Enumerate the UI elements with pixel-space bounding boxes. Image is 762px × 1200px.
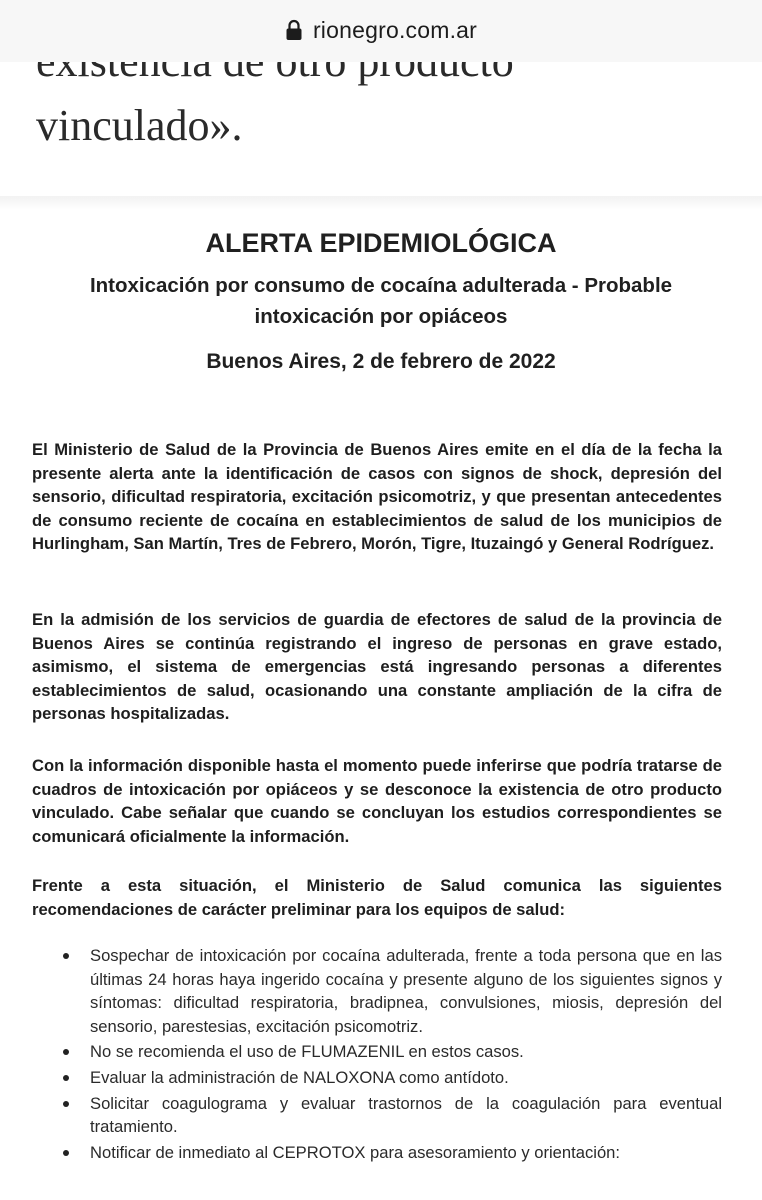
list-item-text: Notificar de inmediato al CEPROTOX para asesoramiento y orientación: (90, 1142, 621, 1162)
alert-paragraph: Frente a esta situación, el Ministerio de Salud comunica las siguientes recomendaciones de carácter preliminar para los equipos de salud: (32, 876, 722, 919)
alert-paragraph: En la admisión de los servicios de guardia de efectores de salud de la provincia de Buenos Aires se continúa registrando el ingreso de personas en grave estado, asimismo, el sistema de emergencias está ingresando personas a diferentes establecimientos de salud, ocasionando una constante ampliación de la cifra de personas hospitalizadas. (32, 610, 722, 724)
bullet-icon (63, 1075, 69, 1081)
alert-paragraph: Con la información disponible hasta el momento puede inferirse que podría tratarse de cuadros de intoxicación por opiáceos y se desconoce la existencia de otro producto vinculado. Cabe señalar que cuando se concluyan los estudios correspondientes se comunicará oficialmente la información. (32, 756, 722, 846)
alert-document-image (0, 210, 762, 1200)
list-item-text: Solicitar coagulograma y evaluar trastornos de la coagulación para eventual tratamiento. (90, 1093, 722, 1137)
list-item (90, 1092, 722, 1139)
list-item (90, 1141, 722, 1165)
recommendations-list (90, 944, 722, 1166)
bullet-icon (63, 953, 69, 959)
image-divider (0, 196, 762, 210)
list-item (90, 1066, 722, 1090)
list-item-text: Sospechar de intoxicación por cocaína adulterada, frente a toda persona que en las últimas 24 horas haya ingerido cocaína y presente alguno de los siguientes signos y síntomas: dificultad respiratoria, bradipnea, convulsiones, miosis, depresión del sensorio, parestesias, excitación psicomotriz. (90, 946, 722, 1036)
article-quote-end: vinculado». (36, 101, 243, 150)
bullet-icon (63, 1101, 69, 1107)
url-container[interactable] (285, 17, 477, 44)
lock-icon (285, 19, 303, 41)
bullet-icon (63, 1150, 69, 1156)
url-text[interactable]: rionegro.com.ar (312, 16, 478, 43)
alert-title: ALERTA EPIDEMIOLÓGICA (205, 228, 557, 258)
list-item-text: Evaluar la administración de NALOXONA como antídoto. (90, 1067, 509, 1087)
list-item-text: No se recomienda el uso de FLUMAZENIL en estos casos. (90, 1042, 524, 1062)
alert-subtitle: Intoxicación por consumo de cocaína adulterada - Probable intoxicación por opiáceos (89, 274, 673, 328)
bullet-icon (63, 1049, 69, 1055)
alert-date: Buenos Aires, 2 de febrero de 2022 (206, 350, 556, 373)
browser-url-bar[interactable] (0, 0, 762, 62)
list-item (90, 1040, 722, 1064)
list-item (90, 944, 722, 1038)
alert-paragraph: El Ministerio de Salud de la Provincia de Buenos Aires emite en el día de la fecha la presente alerta ante la identificación de casos con signos de shock, depresión del sensorio, dificultad respiratoria, excitación psicomotriz, y que presentan antecedentes de consumo reciente de cocaína en establecimientos de salud de los municipios de Hurlingham, San Martín, Tres de Febrero, Morón, Tigre, Ituzaingó y General Rodríguez. (32, 440, 722, 554)
